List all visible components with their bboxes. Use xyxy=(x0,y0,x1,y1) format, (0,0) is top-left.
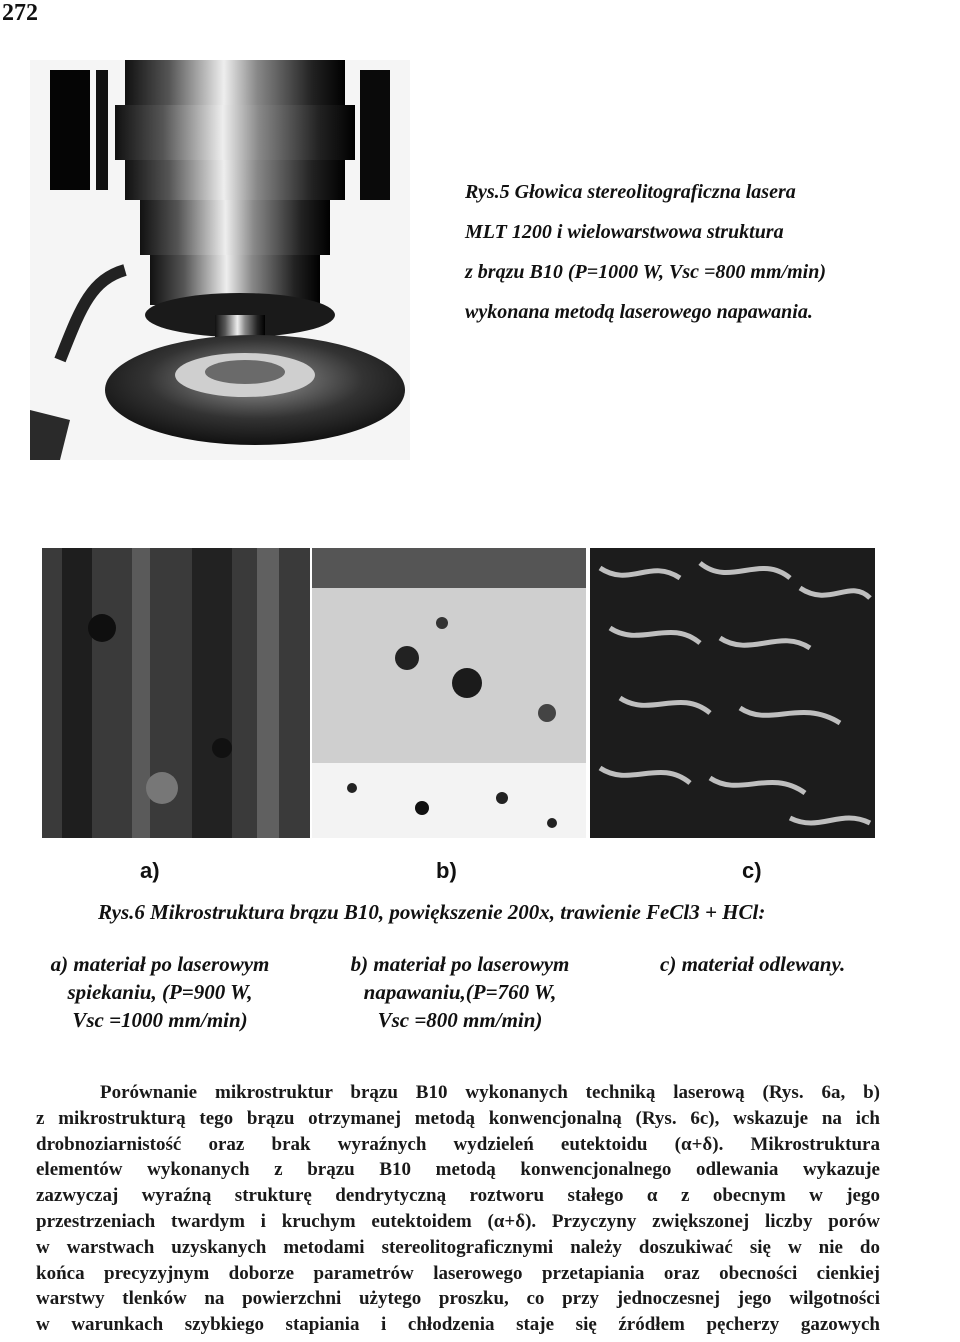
legend-line: b) materiał po laserowym xyxy=(350,952,570,976)
legend-line: Vsc =1000 mm/min) xyxy=(72,1008,248,1032)
figure-6-title: Rys.6 Mikrostruktura brązu B10, powiększenie 200x, trawienie FeCl3 + HCl: xyxy=(98,900,766,924)
body-line: z mikrostrukturą tego brązu otrzymanej metodą konwencjonalną (Rys. 6c), wskazuje na ich xyxy=(36,1107,880,1129)
sublabel-c: c) xyxy=(742,858,762,883)
micrograph-c xyxy=(590,548,875,838)
page-number: 272 xyxy=(2,0,38,26)
legend-c xyxy=(660,950,960,978)
body-line: w warunkach szybkiego stapiania i chłodzenia staje się źródłem pęcherzy gazowych xyxy=(36,1314,880,1336)
body-line: końca precyzyjnym doborze parametrów laserowego przetapiania oraz obecności cienkiej xyxy=(36,1262,880,1284)
legend-line: Vsc =800 mm/min) xyxy=(377,1008,543,1032)
body-line: w warstwach uzyskanych metodami stereolitograficznymi należy doszukiwać się w nie do xyxy=(36,1236,880,1258)
body-line: Porównanie mikrostruktur brązu B10 wykonanych techniką laserową (Rys. 6a, b) xyxy=(100,1082,880,1103)
caption-line: wykonana metodą laserowego napawania. xyxy=(465,301,813,323)
caption-line: MLT 1200 i wielowarstwowa struktura xyxy=(465,221,784,243)
legend-line: napawaniu,(P=760 W, xyxy=(363,980,557,1004)
body-line: warstwy tlenków na powierzchni użytego proszku, co przy jednoczesnej jego wilgotności xyxy=(36,1288,880,1310)
body-paragraph xyxy=(36,1080,880,1338)
micrograph-a xyxy=(42,548,310,838)
micrograph-b xyxy=(312,548,586,838)
legend-b xyxy=(325,950,595,1034)
body-line: drobnoziarnistość oraz brak wyraźnych wydzieleń eutektoidu (α+δ). Mikrostruktura xyxy=(36,1133,880,1155)
sublabel-b: b) xyxy=(436,858,457,883)
legend-line: a) materiał po laserowym xyxy=(50,952,270,976)
figure-5-caption xyxy=(465,172,905,332)
legend-line: spiekaniu, (P=900 W, xyxy=(67,980,253,1004)
legend-line: c) materiał odlewany. xyxy=(660,952,846,976)
laser-head-photo xyxy=(30,60,410,460)
caption-line: Rys.5 Głowica stereolitograficzna lasera xyxy=(465,181,796,203)
body-line: elementów wykonanych z brązu B10 metodą konwencjonalnego odlewania wykazuje xyxy=(36,1159,880,1181)
caption-line: z brązu B10 (P=1000 W, Vsc =800 mm/min) xyxy=(465,261,826,283)
body-line: przestrzeniach twardym i kruchym eutektoidem (α+δ). Przyczyny zwiększonej liczby porów xyxy=(36,1210,880,1232)
sublabel-a: a) xyxy=(140,858,160,883)
body-line: zazwyczaj wyraźną strukturę dendrytyczną roztworu stałego α z obecnym w jego xyxy=(36,1185,880,1207)
legend-a xyxy=(30,950,290,1034)
